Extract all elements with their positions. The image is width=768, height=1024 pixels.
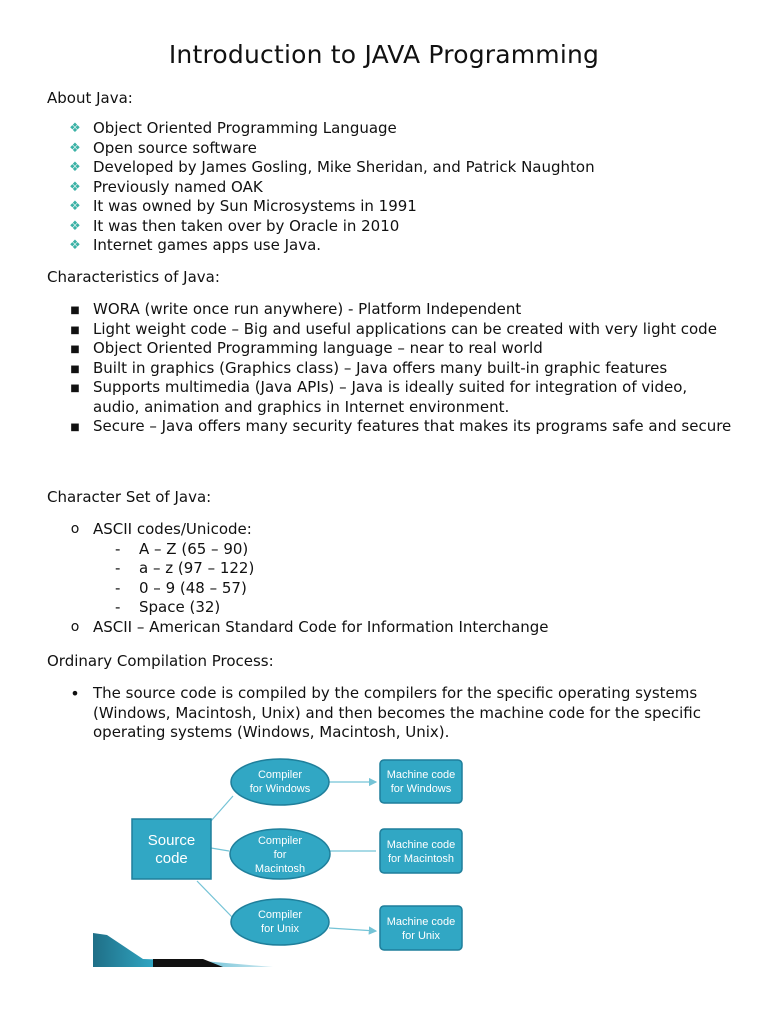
square-bullet-icon: ■: [70, 344, 80, 355]
diamond-bullet-icon: ❖: [69, 199, 81, 214]
about-list: [0, 119, 733, 256]
list-item: ■ Supports multimedia (Java APIs) – Java is ideally suited for integration of video, audio, animation and graphics in Internet environment.: [0, 378, 733, 417]
machine-code-macintosh-box: [380, 829, 462, 873]
machine-label-line: for Windows: [390, 783, 452, 795]
list-item: ■ Built in graphics (Graphics class) – Java offers many built-in graphic features: [0, 359, 733, 379]
diamond-bullet-icon: ❖: [69, 160, 81, 175]
compiler-label-line: for Windows: [249, 783, 311, 795]
square-bullet-icon: ■: [70, 363, 80, 375]
dash-bullet-icon: -: [115, 598, 121, 616]
sublist-item: - 0 – 9 (48 – 57): [115, 578, 247, 597]
list-item: ■ Light weight code – Big and useful applications can be created with very light code: [0, 320, 733, 340]
list-item: ■ Secure – Java offers many security features that makes its programs safe and secure: [0, 417, 733, 437]
machine-label-line: for Macintosh: [387, 853, 455, 865]
circle-bullet-icon: o: [70, 521, 80, 537]
compiler-label-line: Compiler: [257, 909, 303, 921]
list-item: ■ WORA (write once run anywhere) - Platform Independent: [0, 300, 733, 320]
list-item: ❖ Object Oriented Programming Language: [69, 119, 397, 137]
machine-label-line: Machine code: [386, 769, 456, 781]
dash-bullet-icon: -: [115, 559, 121, 577]
square-bullet-icon: ■: [70, 422, 80, 433]
about-heading: About Java:: [47, 89, 133, 107]
characteristics-list: [0, 300, 733, 437]
machine-label-line: Machine code: [386, 839, 456, 851]
diamond-bullet-icon: ❖: [69, 238, 81, 253]
list-item: o ASCII – American Standard Code for Information Interchange: [0, 618, 733, 638]
compiler-label-line: Compiler: [257, 835, 303, 847]
connector-line: [197, 881, 233, 918]
connector-line: [211, 848, 229, 851]
connector-line: [211, 796, 233, 821]
machine-code-windows-box: [380, 760, 462, 803]
sublist-item: - A – Z (65 – 90): [115, 539, 249, 558]
square-bullet-icon: ■: [70, 305, 80, 316]
compiler-label-line: for Unix: [261, 923, 299, 935]
dash-bullet-icon: -: [115, 578, 121, 597]
list-item: ❖ Open source software: [69, 138, 257, 157]
machine-label-line: Machine code: [386, 916, 456, 928]
list-item: o ASCII codes/Unicode: - A – Z (65 – 90) - a – z (97 – 122) - 0 – 9 (48 – 57) - Space (32): [0, 520, 733, 618]
sublist-item: - a – z (97 – 122): [115, 559, 255, 577]
list-item: • The source code is compiled by the compilers for the specific operating systems (Windows, Macintosh, Unix) and then becomes the machine code for the specific operating systems (Windows, Macintosh, Unix).: [0, 684, 733, 743]
charset-sublist: [93, 540, 733, 618]
source-code-box: [132, 819, 211, 879]
compilation-diagram: [93, 755, 473, 967]
source-label-line: Source: [147, 832, 196, 849]
characteristics-heading: Characteristics of Java:: [47, 268, 220, 286]
list-item: ❖ It was then taken over by Oracle in 2010: [69, 216, 400, 235]
diamond-bullet-icon: ❖: [69, 140, 81, 156]
square-bullet-icon: ■: [70, 383, 80, 394]
compiler-label-line: Compiler: [257, 769, 303, 781]
circle-bullet-icon: o: [70, 618, 80, 635]
machine-code-unix-box: [380, 906, 462, 950]
list-item: ❖ Internet games apps use Java.: [69, 236, 322, 254]
list-item: ❖ Developed by James Gosling, Mike Sheridan, and Patrick Naughton: [69, 158, 595, 176]
compiler-windows-node: [231, 759, 329, 805]
sublist-item: - Space (32): [115, 598, 221, 616]
dash-bullet-icon: -: [115, 539, 121, 558]
diamond-bullet-icon: ❖: [69, 218, 81, 234]
compiler-label-line: for: [273, 849, 287, 861]
diamond-bullet-icon: ❖: [69, 179, 81, 195]
slide-decoration: [153, 959, 223, 967]
compiler-unix-node: [231, 899, 329, 945]
dot-bullet-icon: •: [70, 684, 80, 703]
square-bullet-icon: ■: [70, 324, 80, 336]
charset-heading: Character Set of Java:: [47, 488, 212, 506]
list-item: ❖ Previously named OAK: [69, 177, 263, 196]
list-item: ■ Object Oriented Programming language – near to real world: [0, 339, 733, 359]
machine-label-line: for Unix: [402, 930, 440, 942]
charset-list: [0, 520, 733, 637]
diamond-bullet-icon: ❖: [69, 121, 81, 136]
compilation-heading: Ordinary Compilation Process:: [47, 652, 274, 670]
compilation-list: [0, 684, 733, 743]
arrow-line: [329, 928, 376, 931]
page-title: Introduction to JAVA Programming: [168, 40, 600, 69]
list-item: ❖ It was owned by Sun Microsystems in 1991: [69, 197, 417, 215]
source-label-line: code: [155, 850, 188, 867]
compiler-label-line: Macintosh: [254, 863, 306, 875]
